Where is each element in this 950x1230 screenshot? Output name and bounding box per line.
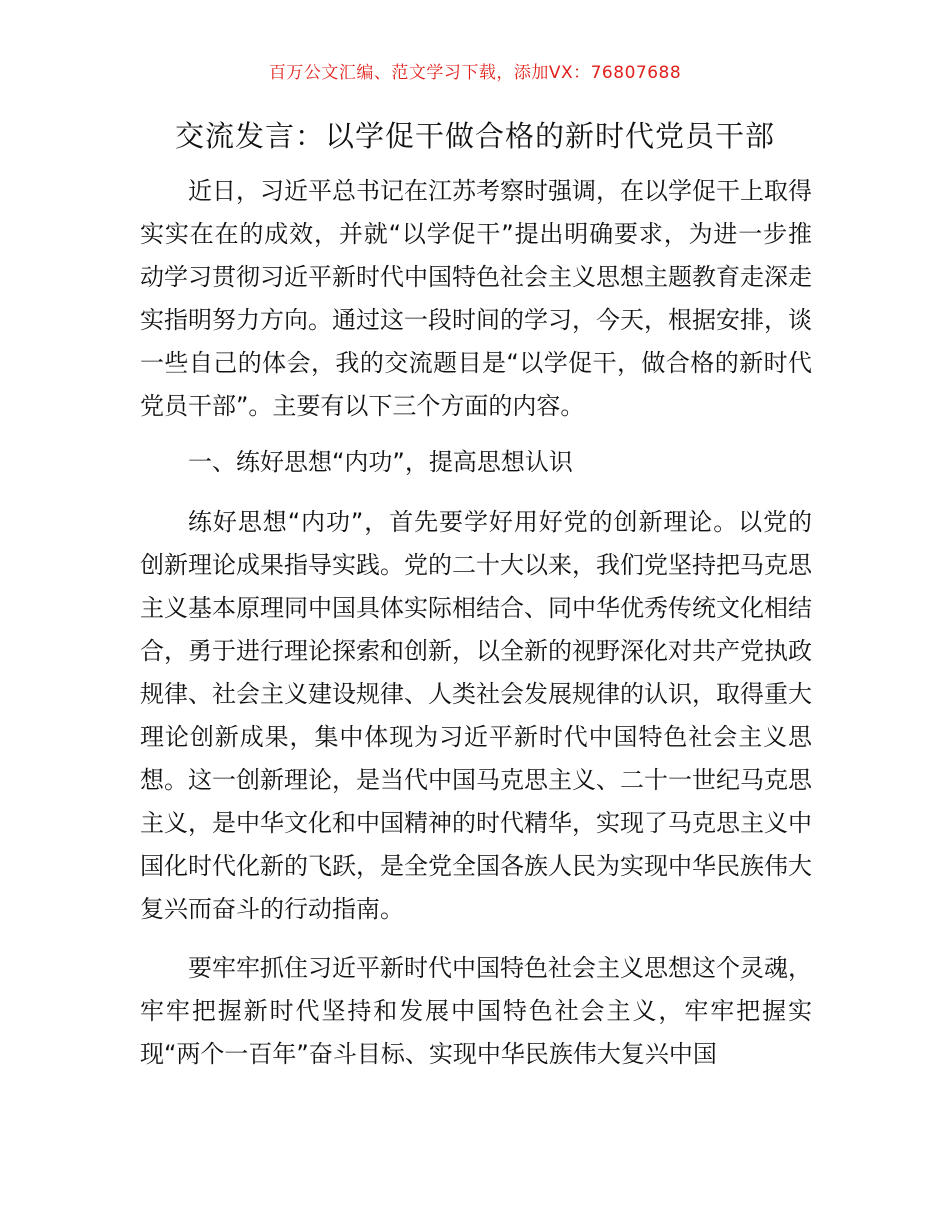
paragraph-section1-b: 要牢牢抓住习近平新时代中国特色社会主义思想这个灵魂，牢牢把握新时代坚持和发展中国特色社会主义，牢牢把握实现“两个一百年”奋斗目标、实现中华民族伟大复兴中国	[140, 954, 812, 1068]
section-heading-1: 一、练好思想“内功”，提高思想认识	[188, 448, 573, 476]
document-body	[140, 168, 812, 1076]
paragraph-intro: 近日，习近平总书记在江苏考察时强调，在以学促干上取得实实在在的成效，并就“以学促干”提出明确要求，为进一步推动学习贯彻习近平新时代中国特色社会主义思想主题教育走深走实指明努力方向。通过这一段时间的学习，今天，根据安排，谈一些自己的体会，我的交流题目是“以学促干，做合格的新时代党员干部”。主要有以下三个方面的内容。	[140, 177, 812, 420]
header-notice: 百万公文汇编、范文学习下载，添加VX：76807688	[268, 63, 682, 83]
paragraph-section1-a: 练好思想“内功”，首先要学好用好党的创新理论。以党的创新理论成果指导实践。党的二十大以来，我们党坚持把马克思主义基本原理同中国具体实际相结合、同中华优秀传统文化相结合，勇于进行理论探索和创新，以全新的视野深化对共产党执政规律、社会主义建设规律、人类社会发展规律的认识，取得重大理论创新成果，集中体现为习近平新时代中国特色社会主义思想。这一创新理论，是当代中国马克思主义、二十一世纪马克思主义，是中华文化和中国精神的时代精华，实现了马克思主义中国化时代化新的飞跃，是全党全国各族人民为实现中华民族伟大复兴而奋斗的行动指南。	[140, 508, 812, 923]
document-title: 交流发言：以学促干做合格的新时代党员干部	[174, 119, 775, 153]
